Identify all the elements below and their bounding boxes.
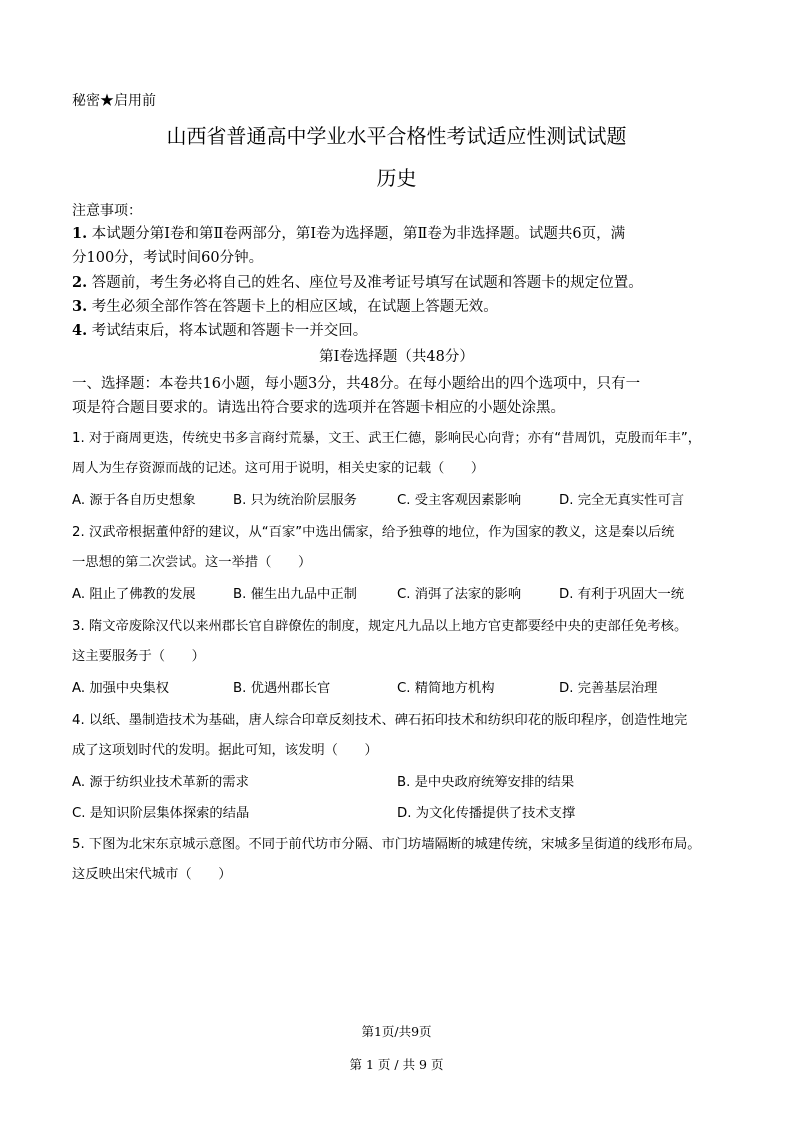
note-number: 1. bbox=[72, 225, 88, 242]
question-1-option-c: C. 受主客观因素影响 bbox=[397, 493, 522, 508]
question-2-option-a: A. 阻止了佛教的发展 bbox=[72, 587, 196, 602]
section-intro-line1: 一、选择题：本卷共16小题，每小题3分，共48分。在每小题给出的四个选项中，只有一 bbox=[72, 376, 641, 392]
note-text: 本试题分第Ⅰ卷和第Ⅱ卷两部分，第Ⅰ卷为选择题，第Ⅱ卷为非选择题。试题共6页，满 bbox=[91, 226, 626, 242]
section-intro-line2: 项是符合题目要求的。请选出符合要求的选项并在答题卡相应的小题处涂黑。 bbox=[72, 400, 565, 416]
note-item-2 bbox=[72, 271, 643, 295]
note-number: 2. bbox=[72, 274, 88, 291]
question-2-option-d: D. 有利于巩固大一统 bbox=[559, 587, 685, 602]
question-5-stem-line2: 这反映出宋代城市（ ） bbox=[72, 867, 232, 882]
question-2-option-b: B. 催生出九品中正制 bbox=[233, 587, 357, 602]
page-footer-secondary: 第 1 页 / 共 9 页 bbox=[349, 1057, 444, 1072]
question-4-stem-line2: 成了这项划时代的发明。据此可知，该发明（ ） bbox=[72, 743, 378, 758]
note-item-1-cont bbox=[72, 246, 263, 270]
question-3-stem-line1: 3. 隋文帝废除汉代以来州郡长官自辟僚佐的制度，规定凡九品以上地方官吏都要经中央的吏部任免考核。 bbox=[72, 619, 688, 634]
note-text: 答题前，考生务必将自己的姓名、座位号及准考证号填写在试题和答题卡的规定位置。 bbox=[91, 275, 643, 291]
subject-title: 历史 bbox=[376, 166, 417, 190]
question-3-option-a: A. 加强中央集权 bbox=[72, 681, 170, 696]
question-3-option-c: C. 精简地方机构 bbox=[397, 681, 495, 696]
note-number: 4. bbox=[72, 322, 88, 339]
question-4-option-a: A. 源于纺织业技术革新的需求 bbox=[72, 775, 249, 790]
section-title: 第Ⅰ卷选择题（共48分） bbox=[319, 349, 474, 365]
question-2-option-c: C. 消弭了法家的影响 bbox=[397, 587, 522, 602]
notes-heading: 注意事项： bbox=[72, 203, 142, 219]
page-footer-primary: 第1页/共9页 bbox=[361, 1024, 432, 1039]
page-title: 山西省普通高中学业水平合格性考试适应性测试试题 bbox=[166, 124, 627, 148]
note-text: 分100分，考试时间60分钟。 bbox=[72, 250, 264, 266]
question-4-option-c: C. 是知识阶层集体探索的结晶 bbox=[72, 806, 250, 821]
note-number: 3. bbox=[72, 298, 88, 315]
question-1-option-b: B. 只为统治阶层服务 bbox=[233, 493, 357, 508]
question-1-option-d: D. 完全无真实性可言 bbox=[559, 493, 685, 508]
question-2-stem-line1: 2. 汉武帝根据董仲舒的建议，从“百家”中选出儒家，给予独尊的地位，作为国家的教义，这是秦以后统 bbox=[72, 525, 675, 540]
note-text: 考试结束后，将本试题和答题卡一并交回。 bbox=[91, 323, 368, 339]
note-text: 考生必须全部作答在答题卡上的相应区域，在试题上答题无效。 bbox=[91, 299, 498, 315]
note-item-3 bbox=[72, 295, 498, 319]
question-4-stem-line1: 4. 以纸、墨制造技术为基础，唐人综合印章反刻技术、碑石拓印技术和纺织印花的版印程序，创造性地完 bbox=[72, 713, 688, 728]
question-2-stem-line2: 一思想的第二次尝试。这一举措（ ） bbox=[72, 555, 312, 570]
question-3-option-b: B. 优遇州郡长官 bbox=[233, 681, 331, 696]
note-item-1 bbox=[72, 222, 625, 246]
question-4-option-d: D. 为文化传播提供了技术支撑 bbox=[397, 806, 576, 821]
question-5-stem-line1: 5. 下图为北宋东京城示意图。不同于前代坊市分隔、市门坊墙隔断的城建传统，宋城多呈街道的线形布局。 bbox=[72, 837, 701, 852]
question-3-stem-line2: 这主要服务于（ ） bbox=[72, 649, 205, 664]
question-4-option-b: B. 是中央政府统筹安排的结果 bbox=[397, 775, 575, 790]
question-1-option-a: A. 源于各自历史想象 bbox=[72, 493, 196, 508]
secret-label: 秘密★启用前 bbox=[72, 93, 156, 109]
question-1-stem-line1: 1. 对于商周更迭，传统史书多言商纣荒暴，文王、武王仁德，影响民心向背；亦有“昔周饥，克殷而年丰”， bbox=[72, 431, 702, 446]
question-3-option-d: D. 完善基层治理 bbox=[559, 681, 658, 696]
question-1-stem-line2: 周人为生存资源而战的记述。这可用于说明，相关史家的记载（ ） bbox=[72, 461, 485, 476]
note-item-4 bbox=[72, 319, 367, 343]
